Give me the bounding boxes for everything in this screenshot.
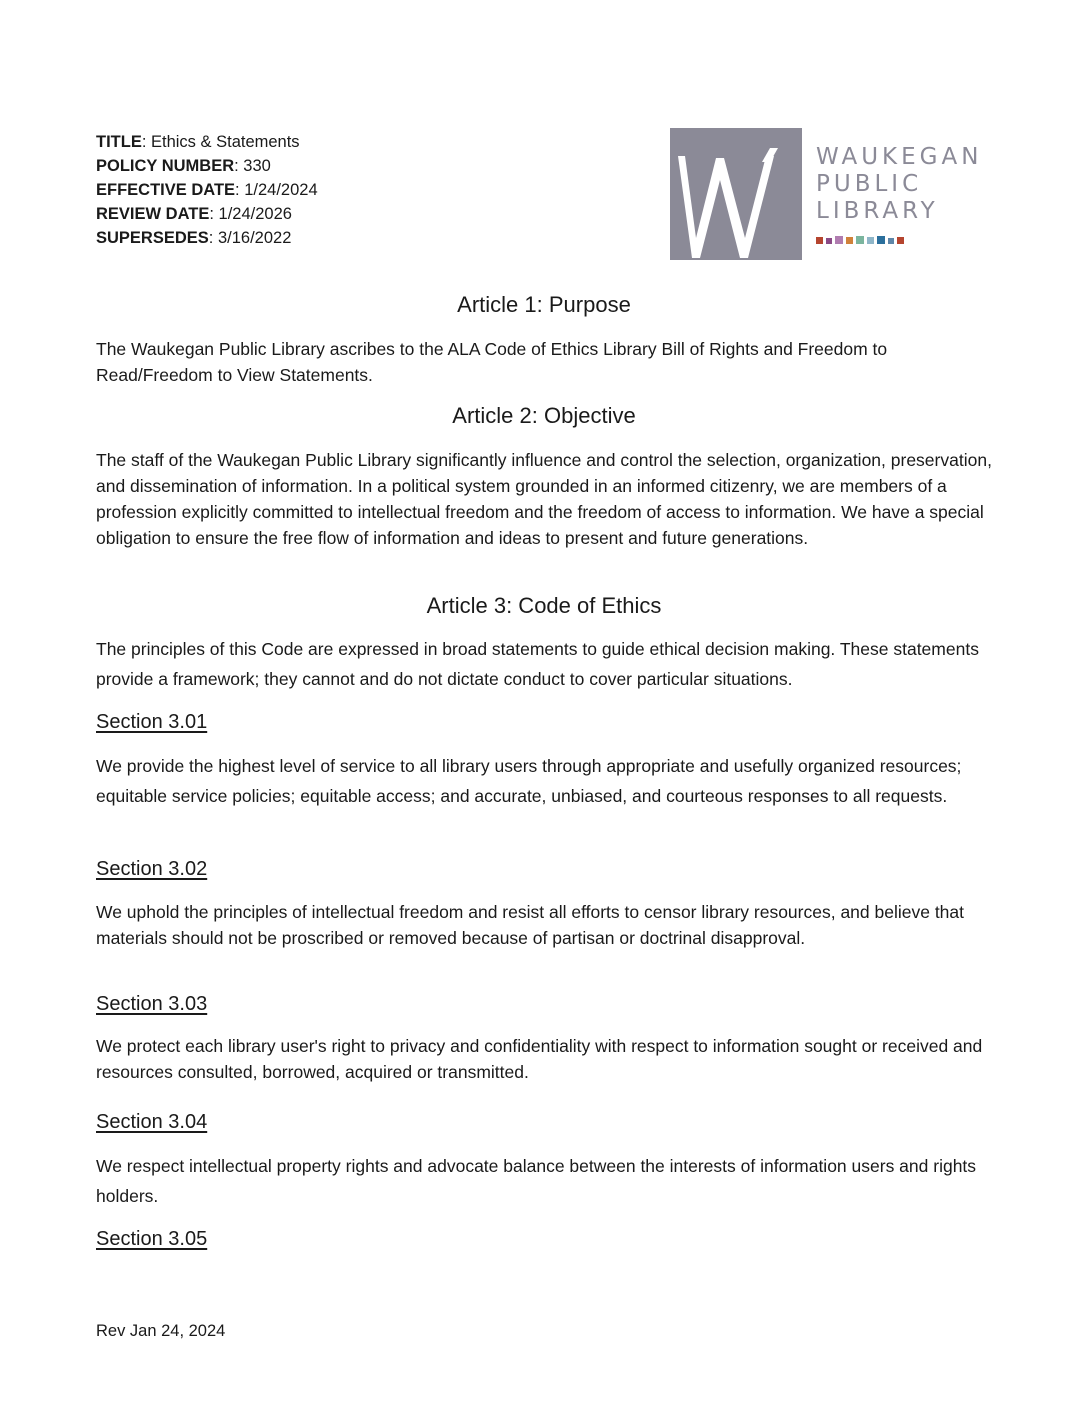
- policy-metadata: [96, 130, 318, 250]
- section-3-01-text: We provide the highest level of service to all library users through appropriate and usefully organized resources; equitable service policies; equitable access; and accurate, unbiased, and courteous responses to all requests.: [96, 756, 962, 806]
- effective-date-row: [96, 178, 318, 202]
- article-1-text: The Waukegan Public Library ascribes to the ALA Code of Ethics Library Bill of Rights and Freedom to Read/Freedom to View Statements.: [96, 339, 888, 385]
- section-3-01-heading: Section 3.01: [96, 711, 208, 733]
- article-2-text: The staff of the Waukegan Public Library significantly influence and control the selection, organization, preservation, and dissemination of information. In a political system grounded in an informed citizenry, we are members of a profession explicitly committed to intellectual freedom and the freedom of access to information. We have a special obligation to ensure the free flow of information and ideas to present and future generations.: [96, 450, 992, 548]
- effective-date-value: : 1/24/2024: [235, 181, 318, 199]
- section-3-03-heading: Section 3.03: [96, 993, 208, 1015]
- section-3-02-text: We uphold the principles of intellectual freedom and resist all efforts to censor library resources, and believe that materials should not be proscribed or removed because of partisan or doctrinal disapproval.: [96, 902, 965, 948]
- section-3-03-text: We protect each library user's right to privacy and confidentiality with respect to information sought or received and resources consulted, borrowed, acquired or transmitted.: [96, 1036, 983, 1082]
- logo-line-2: PUBLIC: [816, 171, 923, 197]
- title-row: [96, 130, 318, 154]
- library-logo: [670, 128, 1000, 260]
- supersedes-row: [96, 226, 318, 250]
- article-1-heading: Article 1: Purpose: [457, 292, 631, 317]
- w-letter-icon: [670, 128, 802, 260]
- logo-w-mark: [670, 128, 802, 260]
- logo-color-square: [877, 236, 885, 244]
- policy-number-value: : 330: [234, 157, 271, 175]
- article-2-heading: Article 2: Objective: [452, 403, 636, 428]
- section-3-02-heading: Section 3.02: [96, 858, 208, 880]
- policy-number-row: [96, 154, 318, 178]
- logo-color-square: [856, 236, 864, 244]
- logo-line-1: WAUKEGAN: [816, 144, 983, 170]
- logo-color-squares: [816, 236, 904, 244]
- review-date-row: [96, 202, 318, 226]
- logo-color-square: [846, 237, 853, 244]
- article-3-text: The principles of this Code are expressed in broad statements to guide ethical decision making. These statements provide a framework; they cannot and do not dictate conduct to cover particular situations.: [96, 639, 979, 689]
- logo-color-square: [835, 236, 843, 244]
- logo-color-square: [816, 237, 823, 244]
- logo-line-3: LIBRARY: [816, 198, 939, 224]
- review-date-label: REVIEW DATE: [96, 205, 210, 223]
- section-3-05-heading: Section 3.05: [96, 1228, 208, 1250]
- title-label: TITLE: [96, 133, 142, 151]
- effective-date-label: EFFECTIVE DATE: [96, 181, 236, 199]
- section-3-04-text: We respect intellectual property rights and advocate balance between the interests of information users and rights holders.: [96, 1156, 977, 1206]
- supersedes-value: : 3/16/2022: [208, 229, 292, 247]
- footer-revision: Rev Jan 24, 2024: [96, 1322, 226, 1340]
- logo-color-square: [826, 238, 832, 244]
- logo-wordmark: [816, 144, 982, 225]
- article-3-heading: Article 3: Code of Ethics: [426, 593, 662, 618]
- logo-color-square: [888, 238, 894, 244]
- title-value: : Ethics & Statements: [141, 133, 300, 151]
- logo-color-square: [897, 237, 904, 244]
- logo-color-square: [867, 237, 874, 244]
- review-date-value: : 1/24/2026: [209, 205, 292, 223]
- policy-number-label: POLICY NUMBER: [96, 157, 235, 175]
- supersedes-label: SUPERSEDES: [96, 229, 209, 247]
- section-3-04-heading: Section 3.04: [96, 1111, 208, 1133]
